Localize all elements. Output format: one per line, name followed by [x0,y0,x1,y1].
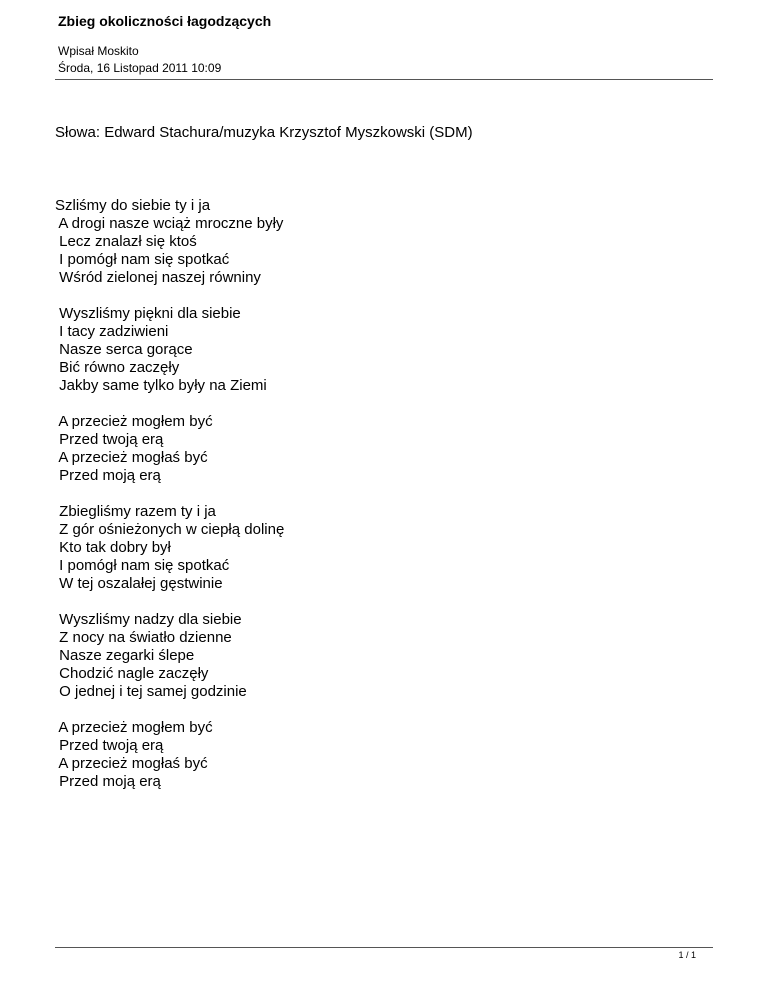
lyric-line: I pomógł nam się spotkać [55,251,230,268]
stanza [55,413,284,485]
lyric-line: Szliśmy do siebie ty i ja [55,197,211,214]
stanza [55,197,284,287]
lyric-line: Przed twoją erą [55,737,164,754]
stanza [55,305,284,395]
lyric-line: Zbiegliśmy razem ty i ja [55,503,216,520]
stanza [55,719,284,791]
lyric-line: Z gór ośnieżonych w ciepłą dolinę [55,521,285,538]
lyric-line: Nasze zegarki ślepe [55,647,195,664]
lyric-line: Wyszliśmy piękni dla siebie [55,305,241,322]
lyric-line: I tacy zadziwieni [55,323,169,340]
lyric-line: A drogi nasze wciąż mroczne były [55,215,284,232]
lyric-line: Jakby same tylko były na Ziemi [55,377,267,394]
article-meta [58,43,221,77]
lyric-line: Bić równo zaczęły [55,359,180,376]
lyric-line: A przecież mogłem być [55,719,213,736]
lyrics [55,197,284,809]
stanza [55,611,284,701]
lyric-line: Przed moją erą [55,773,161,790]
lyric-line: A przecież mogłaś być [55,755,208,772]
footer-divider [55,947,713,948]
lyric-line: O jednej i tej samej godzinie [55,683,247,700]
lyric-line: A przecież mogłaś być [55,449,208,466]
lyric-line: Wyszliśmy nadzy dla siebie [55,611,242,628]
date-line: Środa, 16 Listopad 2011 10:09 [58,61,222,75]
lyric-line: Przed moją erą [55,467,161,484]
lyric-line: Kto tak dobry był [55,539,171,556]
song-credits: Słowa: Edward Stachura/muzyka Krzysztof Myszkowski (SDM) [55,124,473,141]
lyric-line: Z nocy na światło dzienne [55,629,232,646]
lyric-line: Przed twoją erą [55,431,164,448]
author-line: Wpisał Moskito [58,44,139,58]
lyric-line: I pomógł nam się spotkać [55,557,230,574]
page-title: Zbieg okoliczności łagodzących [58,13,272,29]
lyric-line: Wśród zielonej naszej równiny [55,269,261,286]
lyric-line: A przecież mogłem być [55,413,213,430]
lyric-line: W tej oszalałej gęstwinie [55,575,223,592]
lyric-line: Lecz znalazł się ktoś [55,233,197,250]
stanza [55,503,284,593]
header-divider [55,79,713,80]
lyric-line: Chodzić nagle zaczęły [55,665,209,682]
page-number: 1 / 1 [678,950,696,960]
lyric-line: Nasze serca gorące [55,341,193,358]
